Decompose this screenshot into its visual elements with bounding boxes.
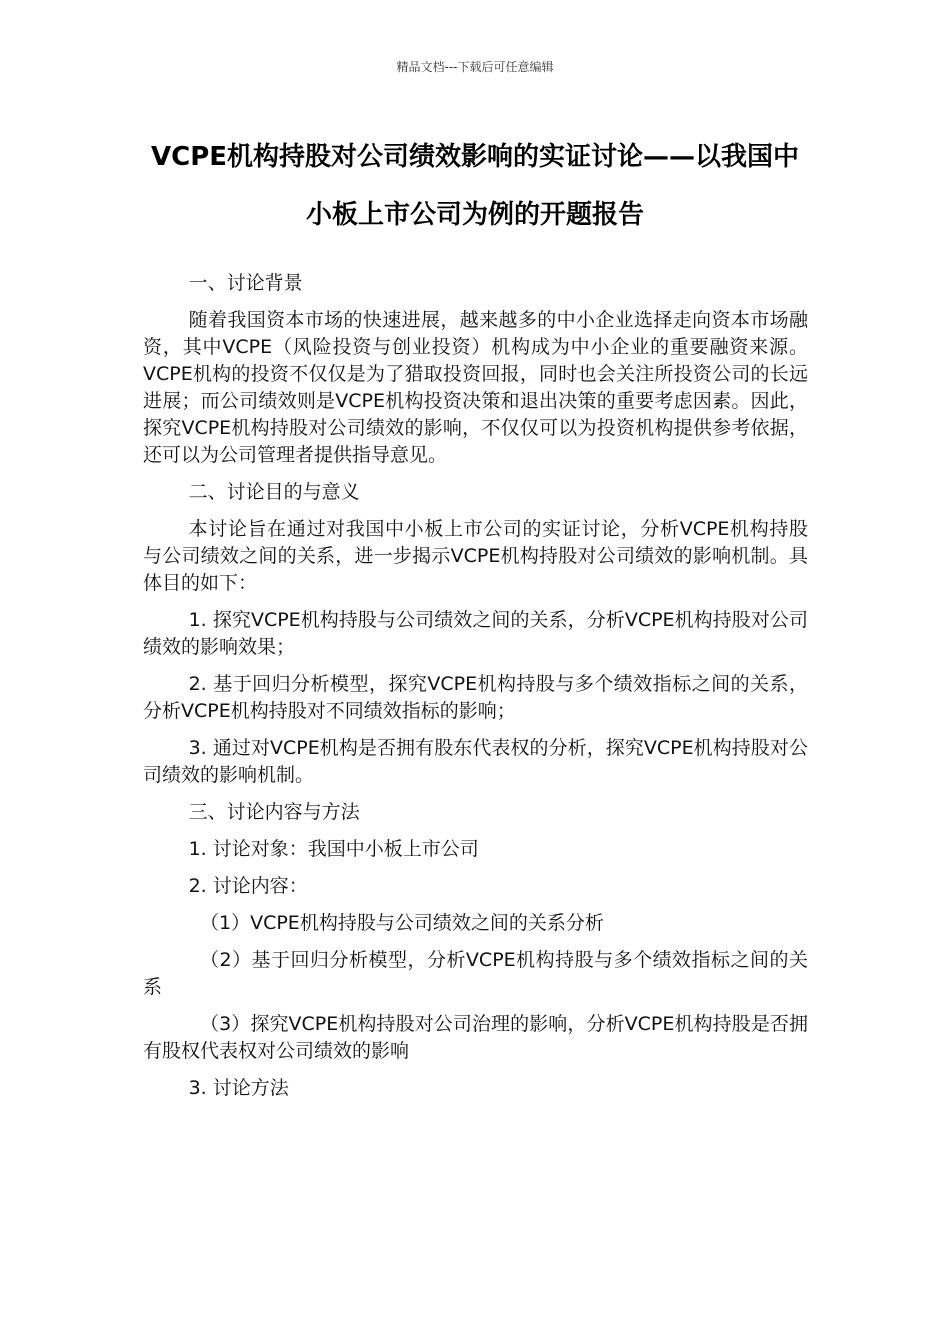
section-heading-content-method: 三、讨论内容与方法 — [188, 801, 360, 823]
content-subitem-1: （1）VCPE机构持股与公司绩效之间的关系分析 — [200, 912, 604, 934]
content-item-3: 3. 讨论方法 — [188, 1077, 289, 1099]
content-item-2: 2. 讨论内容： — [188, 875, 308, 897]
page-header-note: 精品文档---下载后可任意编辑 — [396, 60, 554, 74]
content-subitem-2: （2）基于回归分析模型，分析VCPE机构持股与多个绩效指标之间的关系 — [143, 949, 808, 998]
document-title: VCPE机构持股对公司绩效影响的实证讨论——以我国中小板上市公司为例的开题报告 — [150, 142, 800, 230]
paragraph-purpose-intro: 本讨论旨在通过对我国中小板上市公司的实证讨论，分析VCPE机构持股与公司绩效之间的关系，进一步揭示VCPE机构持股对公司绩效的影响机制。具体目的如下： — [143, 518, 808, 594]
section-heading-purpose: 二、讨论目的与意义 — [188, 481, 360, 503]
content-item-1: 1. 讨论对象：我国中小板上市公司 — [188, 838, 479, 860]
document-body — [143, 270, 808, 1112]
purpose-item-2: 2. 基于回归分析模型，探究VCPE机构持股与多个绩效指标之间的关系，分析VCPE机构持股对不同绩效指标的影响； — [143, 673, 808, 722]
section-heading-background: 一、讨论背景 — [188, 272, 303, 294]
paragraph-background: 随着我国资本市场的快速进展，越来越多的中小企业选择走向资本市场融资，其中VCPE（风险投资与创业投资）机构成为中小企业的重要融资来源。VCPE机构的投资不仅仅是为了猎取投资回报，同时也会关注所投资公司的长远进展；而公司绩效则是VCPE机构投资决策和退出决策的重要考虑因素。因此，探究VCPE机构持股对公司绩效的影响，不仅仅可以为投资机构提供参考依据，还可以为公司管理者提供指导意见。 — [143, 309, 808, 466]
purpose-item-3: 3. 通过对VCPE机构是否拥有股东代表权的分析，探究VCPE机构持股对公司绩效的影响机制。 — [143, 737, 808, 786]
content-subitem-3: （3）探究VCPE机构持股对公司治理的影响，分析VCPE机构持股是否拥有股权代表权对公司绩效的影响 — [143, 1013, 808, 1062]
purpose-item-1: 1. 探究VCPE机构持股与公司绩效之间的关系，分析VCPE机构持股对公司绩效的影响效果； — [143, 609, 808, 658]
